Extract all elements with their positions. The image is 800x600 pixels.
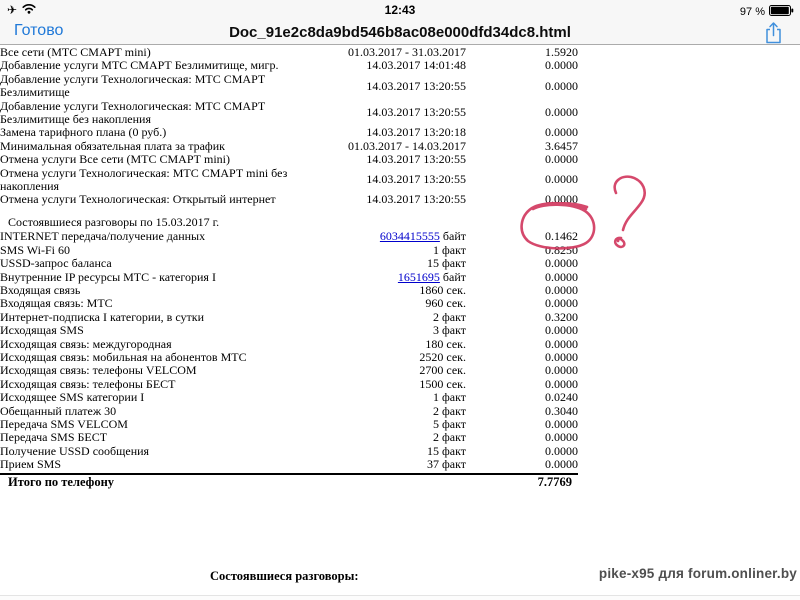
row-label: Передача SMS VELCOM	[0, 416, 128, 431]
table-row	[0, 46, 578, 59]
calls-section-header: Состоявшиеся разговоры по 15.03.2017 г.	[8, 214, 220, 229]
row-label: Минимальная обязательная плата за трафик	[0, 138, 225, 153]
row-amount: 0.0000	[545, 363, 578, 378]
billing-table	[0, 46, 578, 207]
row-label: Исходящая связь: телефоны БЕСТ	[0, 376, 176, 391]
row-label: Получение USSD сообщения	[0, 443, 150, 458]
row-label: Исходящая SMS	[0, 323, 84, 338]
table-row	[0, 364, 578, 377]
table-row	[0, 431, 578, 444]
row-quantity: 01.03.2017 - 31.03.2017	[348, 45, 466, 59]
row-label: USSD-запрос баланса	[0, 256, 112, 271]
row-amount: 0.0000	[545, 269, 578, 284]
airplane-mode-icon: ✈	[7, 3, 18, 17]
row-amount: 0.0000	[545, 125, 578, 140]
row-amount: 0.8250	[545, 242, 578, 257]
row-quantity: 2520 сек.	[419, 349, 466, 364]
row-quantity: 2 факт	[432, 309, 466, 324]
row-label: Исходящая связь: мобильная на абонентов МТС	[0, 349, 247, 364]
row-amount: 0.0000	[545, 336, 578, 351]
row-amount: 0.3200	[545, 309, 578, 324]
row-amount: 0.0000	[545, 152, 578, 167]
table-row	[0, 458, 578, 471]
row-quantity: 1 факт	[432, 242, 466, 257]
row-label: Исходящая связь: междугородная	[0, 336, 172, 351]
battery-percent: 97 %	[739, 6, 765, 18]
bytes-link[interactable]: 1651695	[397, 269, 440, 284]
row-label: Отмена услуги Технологическая: МТС СМАРТ mini без накопления	[0, 165, 288, 194]
row-quantity: 37 факт	[426, 457, 466, 472]
row-label: Обещанный платеж 30	[0, 403, 117, 418]
row-amount: 0.3040	[545, 403, 578, 418]
document-title: Doc_91e2c8da9bd546b8ac08e000dfd34dc8.html	[229, 24, 571, 41]
row-label: Замена тарифного плана (0 руб.)	[0, 125, 167, 140]
row-label: Добавление услуги МТС СМАРТ Безлимитище, мигр.	[0, 58, 279, 73]
row-amount: 0.0000	[545, 349, 578, 364]
calls-rows	[0, 230, 578, 471]
row-label: Исходящее SMS категории I	[0, 390, 145, 405]
table-row	[0, 445, 578, 458]
row-label: Интернет-подписка I категории, в сутки	[0, 309, 204, 324]
done-button[interactable]: Готово	[14, 22, 64, 39]
row-quantity: 14.03.2017 13:20:55	[366, 192, 466, 207]
row-quantity: 14.03.2017 13:20:55	[366, 152, 466, 167]
row-amount: 0.0000	[545, 105, 578, 120]
row-amount: 0.0000	[545, 296, 578, 311]
status-bar	[0, 0, 800, 20]
battery-icon	[769, 3, 794, 21]
row-label: SMS Wi-Fi 60	[0, 242, 70, 257]
watermark: pike-x95 для forum.onliner.by	[598, 566, 797, 581]
table-row	[0, 73, 578, 100]
row-amount: 0.0000	[545, 256, 578, 271]
document-view	[0, 45, 800, 489]
row-amount: 0.0000	[545, 172, 578, 187]
row-label: Прием SMS	[0, 457, 62, 472]
row-quantity: 14.03.2017 13:20:55	[366, 78, 466, 93]
next-section-heading: Состоявшиеся разговоры:	[210, 569, 359, 583]
row-quantity: 960 сек.	[425, 296, 466, 311]
table-row	[0, 59, 578, 72]
table-row	[0, 271, 578, 284]
table-row	[0, 405, 578, 418]
table-row	[0, 230, 578, 243]
table-row	[0, 378, 578, 391]
row-label: Добавление услуги Технологическая: МТС СМАРТ Безлимитище без накопления	[0, 98, 266, 127]
row-label: Внутренние IP ресурсы МТС - категория I	[0, 269, 216, 284]
row-amount: 0.0000	[545, 416, 578, 431]
calls-table	[0, 230, 578, 471]
row-label: Все сети (МТС СМАРТ mini)	[0, 45, 151, 59]
row-quantity: 15 факт	[426, 256, 466, 271]
row-amount: 0.0000	[545, 78, 578, 93]
table-row	[0, 338, 578, 351]
table-row	[0, 351, 578, 364]
row-amount: 0.1462	[545, 229, 578, 244]
row-quantity: 14.03.2017 13:20:55	[366, 105, 466, 120]
total-value: 7.7769	[537, 474, 572, 489]
row-quantity: 2700 сек.	[419, 363, 466, 378]
table-row	[0, 153, 578, 166]
row-label: Передача SMS БЕСТ	[0, 430, 108, 445]
row-quantity: 01.03.2017 - 14.03.2017	[348, 138, 466, 153]
bytes-link[interactable]: 6034415555	[379, 229, 440, 244]
table-row	[0, 311, 578, 324]
row-quantity: 14.03.2017 13:20:55	[366, 172, 466, 187]
row-quantity: 2 факт	[432, 430, 466, 445]
row-quantity: 3 факт	[432, 323, 466, 338]
total-row	[0, 473, 578, 489]
row-label: Отмена услуги Технологическая: Открытый интернет	[0, 192, 276, 207]
table-row	[0, 193, 578, 206]
row-amount: 0.0000	[545, 58, 578, 73]
row-amount: 0.0000	[545, 430, 578, 445]
status-time: 12:43	[384, 3, 416, 17]
row-amount: 0.0000	[545, 376, 578, 391]
table-row	[0, 257, 578, 270]
status-right	[740, 3, 794, 21]
row-label: INTERNET передача/получение данных	[0, 229, 206, 244]
row-quantity: 14.03.2017 14:01:48	[366, 58, 466, 73]
row-amount: 0.0000	[545, 282, 578, 297]
nav-bar	[0, 20, 800, 45]
row-quantity: 6034415555 байт	[379, 229, 466, 244]
row-amount: 0.0240	[545, 390, 578, 405]
row-label: Добавление услуги Технологическая: МТС СМАРТ Безлимитище	[0, 71, 266, 100]
row-quantity: 1860 сек.	[419, 282, 466, 297]
row-amount: 0.0000	[545, 323, 578, 338]
billing-rows	[0, 46, 578, 207]
row-label: Исходящая связь: телефоны VELCOM	[0, 363, 197, 378]
table-row	[0, 297, 578, 310]
table-row	[0, 167, 578, 194]
row-quantity: 1500 сек.	[419, 376, 466, 391]
row-label: Входящая связь	[0, 282, 81, 297]
row-quantity: 15 факт	[426, 443, 466, 458]
row-quantity: 5 факт	[432, 416, 466, 431]
row-quantity: 14.03.2017 13:20:18	[366, 125, 466, 140]
table-row	[0, 126, 578, 139]
table-row	[0, 140, 578, 153]
table-row	[0, 100, 578, 127]
row-quantity: 1651695 байт	[397, 269, 466, 284]
row-amount: 0.0000	[545, 457, 578, 472]
table-row	[0, 418, 578, 431]
row-quantity: 2 факт	[432, 403, 466, 418]
page-bottom-edge	[0, 595, 800, 600]
row-amount: 0.0000	[545, 192, 578, 207]
table-row	[0, 324, 578, 337]
row-quantity: 180 сек.	[425, 336, 466, 351]
total-label: Итого по телефону	[8, 474, 115, 489]
row-amount: 1.5920	[545, 45, 578, 59]
table-row	[0, 284, 578, 297]
row-quantity: 1 факт	[432, 390, 466, 405]
row-amount: 0.0000	[545, 443, 578, 458]
row-label: Отмена услуги Все сети (МТС СМАРТ mini)	[0, 152, 230, 167]
table-row	[0, 244, 578, 257]
row-label: Входящая связь: МТС	[0, 296, 113, 311]
row-amount: 3.6457	[545, 138, 578, 153]
table-row	[0, 391, 578, 404]
